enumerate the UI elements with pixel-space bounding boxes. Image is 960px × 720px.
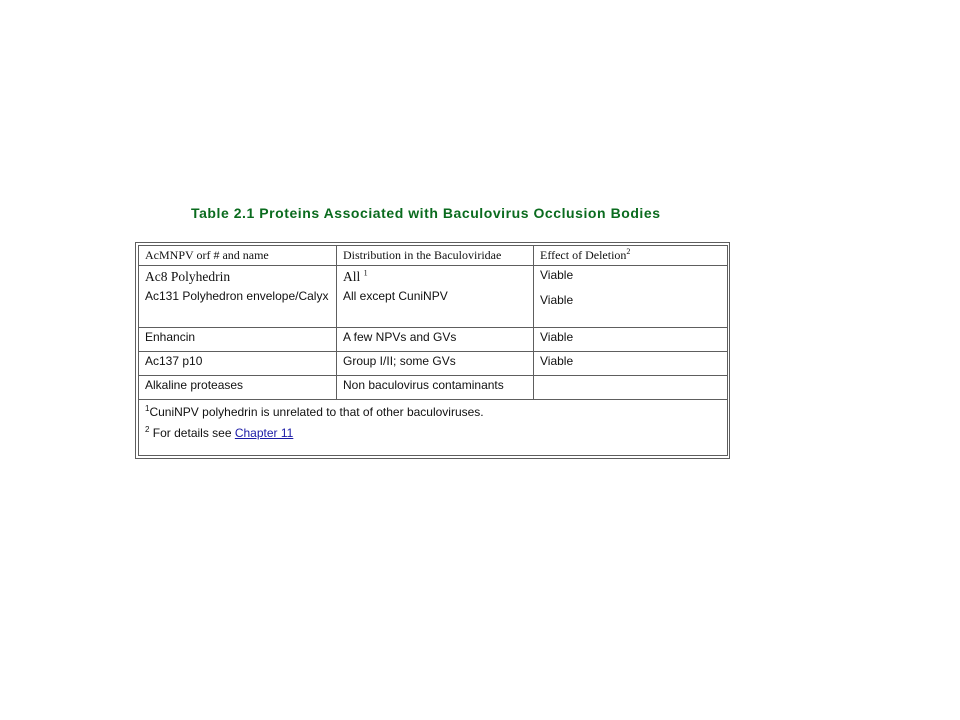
table-row (139, 376, 728, 400)
cell-distribution: Group I/II; some GVs (337, 352, 534, 376)
footnotes-row (139, 400, 728, 456)
footnote-1-marker: 1 (145, 404, 150, 413)
cell-dist-all (343, 268, 527, 285)
table-row (139, 352, 728, 376)
chapter-11-link[interactable]: Chapter 11 (234, 426, 294, 440)
cell-orf-name (139, 266, 337, 328)
data-table (138, 245, 728, 456)
cell-effect (534, 266, 728, 328)
table-row (139, 266, 728, 328)
cell-distribution: A few NPVs and GVs (337, 328, 534, 352)
cell-effect (534, 376, 728, 400)
table-row (139, 328, 728, 352)
footnote-ref-1: 1 (363, 268, 368, 278)
header-orf-name: AcMNPV orf # and name (139, 246, 337, 266)
cell-dist-all-except: All except CuniNPV (343, 289, 448, 303)
footnote-2-text: For details see (152, 426, 232, 440)
cell-effect-viable: Viable (540, 268, 574, 282)
footnote-1-text: CuniNPV polyhedrin is unrelated to that of other baculoviruses. (149, 405, 484, 419)
table-title: Table 2.1 Proteins Associated with Baculovirus Occlusion Bodies (191, 205, 661, 221)
cell-dist-all-text: All (343, 269, 361, 284)
cell-orf-name: Alkaline proteases (139, 376, 337, 400)
footnote-2 (145, 425, 721, 441)
cell-effect: Viable (534, 328, 728, 352)
cell-orf-name: Enhancin (139, 328, 337, 352)
footnote-2-marker: 2 (145, 425, 150, 434)
header-effect-label: Effect of Deletion (540, 248, 627, 262)
cell-effect: Viable (534, 352, 728, 376)
header-effect-of-deletion (534, 246, 728, 266)
footnote-ref-2: 2 (626, 247, 631, 256)
cell-effect-viable-2: Viable (540, 293, 574, 307)
data-table-frame (135, 242, 730, 459)
cell-name-polyhedrin: Ac8 Polyhedrin (145, 269, 231, 284)
cell-distribution (337, 266, 534, 328)
cell-name-polyhedron-envelope: Ac131 Polyhedron envelope/Calyx (145, 289, 329, 303)
cell-orf-name: Ac137 p10 (139, 352, 337, 376)
cell-distribution: Non baculovirus contaminants (337, 376, 534, 400)
header-distribution: Distribution in the Baculoviridae (337, 246, 534, 266)
table-header-row (139, 246, 728, 266)
footnote-1 (145, 404, 721, 420)
footnotes-cell (139, 400, 728, 456)
